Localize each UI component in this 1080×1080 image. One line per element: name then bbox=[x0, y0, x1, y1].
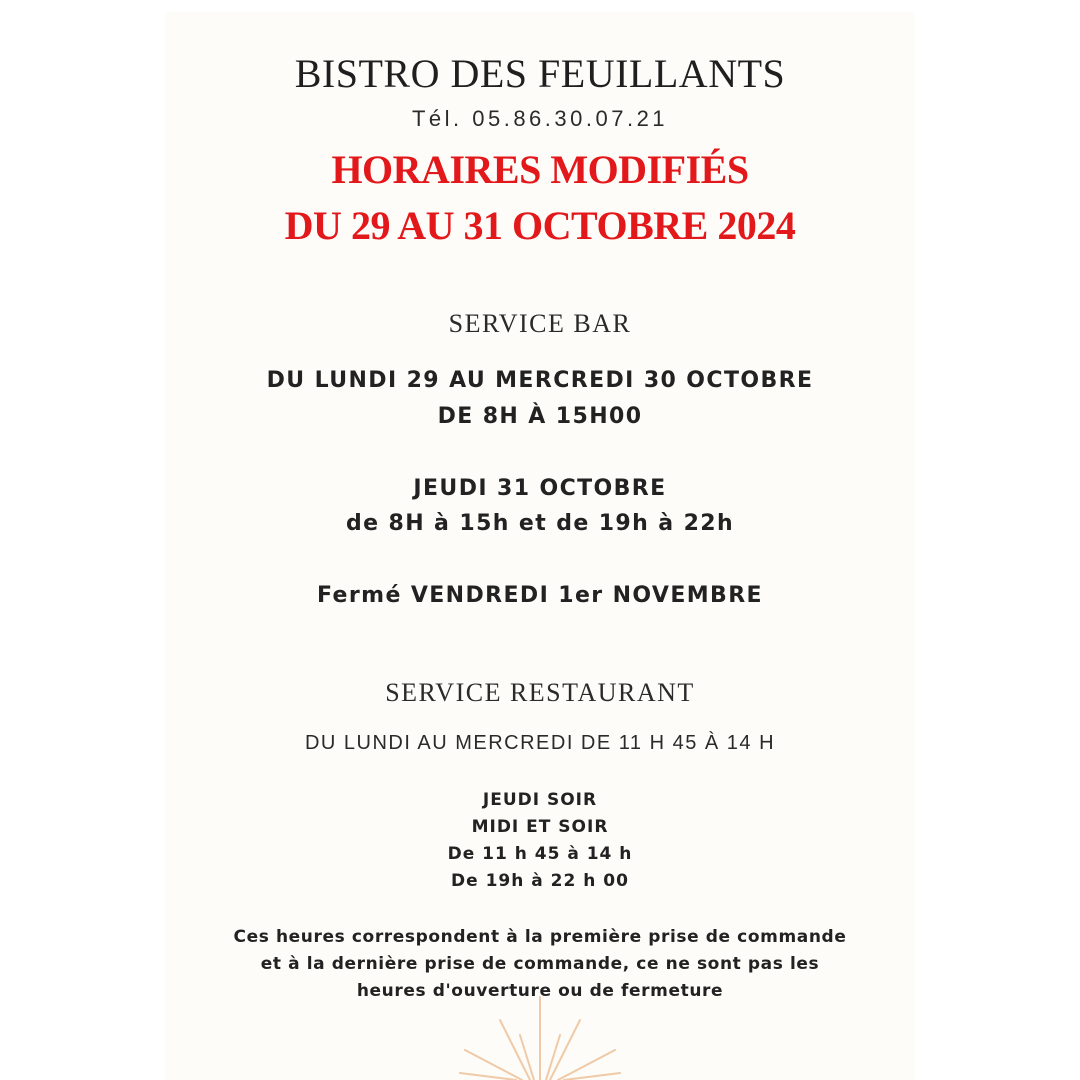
restaurant-weekday-hours: DU LUNDI AU MERCREDI DE 11 H 45 À 14 H bbox=[304, 732, 776, 754]
notice-dates: DU 29 AU 31 OCTOBRE 2024 bbox=[284, 203, 796, 248]
bar-days: DU LUNDI 29 AU MERCREDI 30 OCTOBRE bbox=[266, 368, 814, 393]
order-time-note-line-3: heures d'ouverture ou de fermeture bbox=[356, 981, 724, 1001]
bar-thursday: JEUDI 31 OCTOBRE bbox=[413, 476, 667, 501]
restaurant-dinner-hours: De 19h à 22 h 00 bbox=[451, 871, 629, 891]
bar-hours: DE 8H À 15H00 bbox=[437, 404, 643, 429]
restaurant-name: BISTRO DES FEUILLANTS bbox=[294, 51, 786, 96]
notice-heading: HORAIRES MODIFIÉS bbox=[331, 147, 749, 192]
bar-closed-notice: Fermé VENDREDI 1er NOVEMBRE bbox=[317, 583, 763, 608]
restaurant-lunch-hours: De 11 h 45 à 14 h bbox=[447, 844, 633, 864]
phone-number: Tél. 05.86.30.07.21 bbox=[411, 106, 669, 131]
restaurant-thursday-label: JEUDI SOIR bbox=[482, 790, 598, 810]
order-time-note-line-2: et à la dernière prise de commande, ce ne sont pas les bbox=[260, 954, 820, 974]
service-bar-heading: SERVICE BAR bbox=[448, 309, 632, 338]
service-restaurant-heading: SERVICE RESTAURANT bbox=[385, 678, 695, 707]
restaurant-midday-evening-label: MIDI ET SOIR bbox=[471, 817, 609, 837]
sunburst-icon bbox=[420, 995, 660, 1080]
bar-thursday-hours: de 8H à 15h et de 19h à 22h bbox=[345, 511, 735, 536]
order-time-note-line-1: Ces heures correspondent à la première prise de commande bbox=[233, 927, 847, 947]
